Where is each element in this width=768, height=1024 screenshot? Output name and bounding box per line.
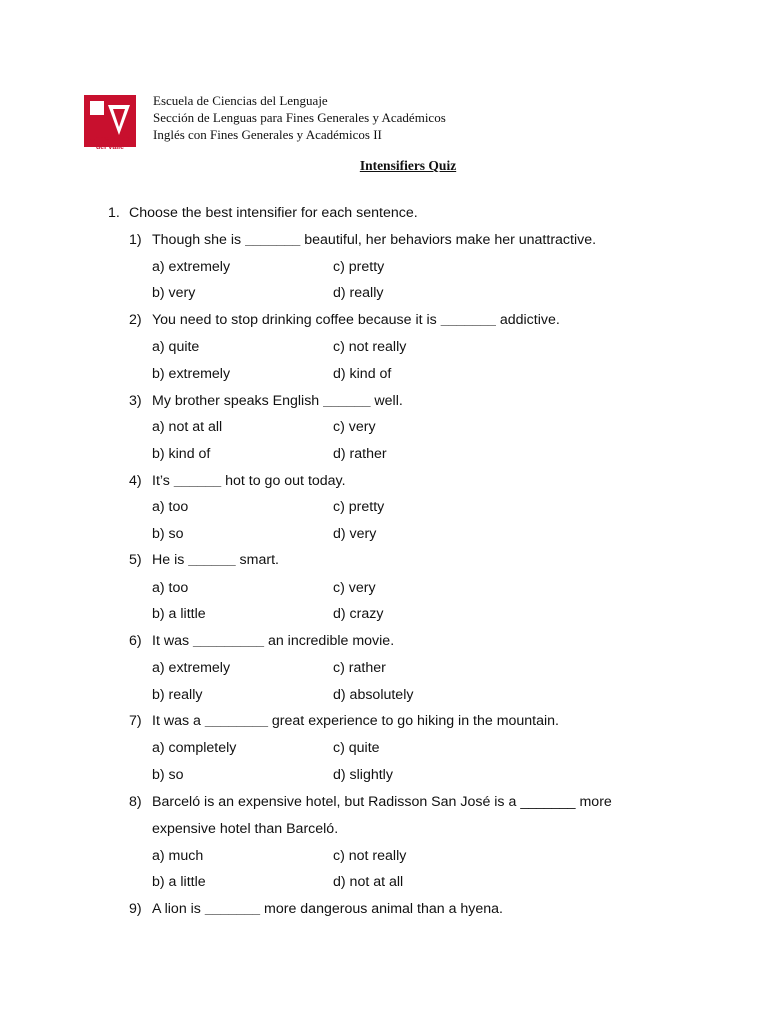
answer-blank: ______ bbox=[173, 473, 222, 489]
option-a: a) extremely bbox=[152, 259, 231, 275]
header-line-school: Escuela de Ciencias del Lenguaje bbox=[153, 93, 328, 108]
question-text: A lion is _______ more dangerous animal than a hyena. bbox=[152, 901, 503, 917]
option-d: d) crazy bbox=[333, 606, 384, 622]
option-a: a) too bbox=[152, 499, 189, 515]
question-number: 7) bbox=[129, 713, 142, 729]
option-a: a) quite bbox=[152, 339, 200, 355]
header-line-section: Sección de Lenguas para Fines Generales y Académicos bbox=[153, 110, 446, 125]
logo-wordmark: Universidad del Valle bbox=[89, 136, 131, 151]
question-text: He is ______ smart. bbox=[152, 552, 279, 568]
option-a: a) too bbox=[152, 580, 189, 596]
option-c: c) quite bbox=[333, 740, 380, 756]
answer-blank: _______ bbox=[440, 312, 496, 328]
institution-header bbox=[153, 92, 446, 143]
option-b: b) kind of bbox=[152, 446, 211, 462]
answer-blank: _________ bbox=[193, 633, 265, 649]
question-number: 4) bbox=[129, 473, 142, 489]
section-instruction: Choose the best intensifier for each sentence. bbox=[129, 205, 418, 221]
question-text: It was _________ an incredible movie. bbox=[152, 633, 395, 649]
question-number: 9) bbox=[129, 901, 142, 917]
question-text: Though she is _______ beautiful, her behaviors make her unattractive. bbox=[152, 232, 597, 248]
option-b: b) really bbox=[152, 687, 203, 703]
option-c: c) not really bbox=[333, 339, 407, 355]
question-text: It was a ________ great experience to go hiking in the mountain. bbox=[152, 713, 559, 729]
header-line-course: Inglés con Fines Generales y Académicos II bbox=[153, 127, 382, 142]
question-text: You need to stop drinking coffee because it is _______ addictive. bbox=[152, 312, 560, 328]
option-b: b) a little bbox=[152, 606, 206, 622]
option-b: b) so bbox=[152, 767, 184, 783]
option-c: c) very bbox=[333, 419, 376, 435]
option-a: a) not at all bbox=[152, 419, 223, 435]
answer-blank: ______ bbox=[188, 552, 236, 568]
question-number: 5) bbox=[129, 552, 142, 568]
question-text: My brother speaks English ______ well. bbox=[152, 393, 403, 409]
option-d: d) really bbox=[333, 285, 384, 301]
question-text: It’s ______ hot to go out today. bbox=[152, 473, 346, 489]
answer-blank: _______ bbox=[520, 794, 576, 810]
answer-blank: _______ bbox=[245, 232, 301, 248]
option-d: d) slightly bbox=[333, 767, 393, 783]
quiz-title: Intensifiers Quiz bbox=[359, 158, 457, 173]
option-b: b) so bbox=[152, 526, 184, 542]
option-c: c) pretty bbox=[333, 499, 385, 515]
option-a: a) much bbox=[152, 848, 204, 864]
option-a: a) completely bbox=[152, 740, 237, 756]
answer-blank: ________ bbox=[204, 713, 268, 729]
option-c: c) very bbox=[333, 580, 376, 596]
option-b: b) extremely bbox=[152, 366, 231, 382]
question-number: 3) bbox=[129, 393, 142, 409]
option-d: d) kind of bbox=[333, 366, 392, 382]
option-a: a) extremely bbox=[152, 660, 231, 676]
question-number: 6) bbox=[129, 633, 142, 649]
option-b: b) a little bbox=[152, 874, 206, 890]
option-d: d) not at all bbox=[333, 874, 404, 890]
question-number: 2) bbox=[129, 312, 142, 328]
option-d: d) very bbox=[333, 526, 377, 542]
option-d: d) absolutely bbox=[333, 687, 414, 703]
answer-blank: _______ bbox=[204, 901, 261, 917]
option-c: c) rather bbox=[333, 660, 386, 676]
section-number: 1. bbox=[108, 205, 120, 221]
option-c: c) pretty bbox=[333, 259, 385, 275]
question-number: 8) bbox=[129, 794, 142, 810]
option-c: c) not really bbox=[333, 848, 407, 864]
option-d: d) rather bbox=[333, 446, 387, 462]
question-text-continuation: expensive hotel than Barceló. bbox=[152, 821, 339, 837]
question-text: Barceló is an expensive hotel, but Radisson San José is a _______ more bbox=[152, 794, 612, 810]
option-b: b) very bbox=[152, 285, 196, 301]
answer-blank: ______ bbox=[323, 393, 371, 409]
question-number: 1) bbox=[129, 232, 142, 248]
